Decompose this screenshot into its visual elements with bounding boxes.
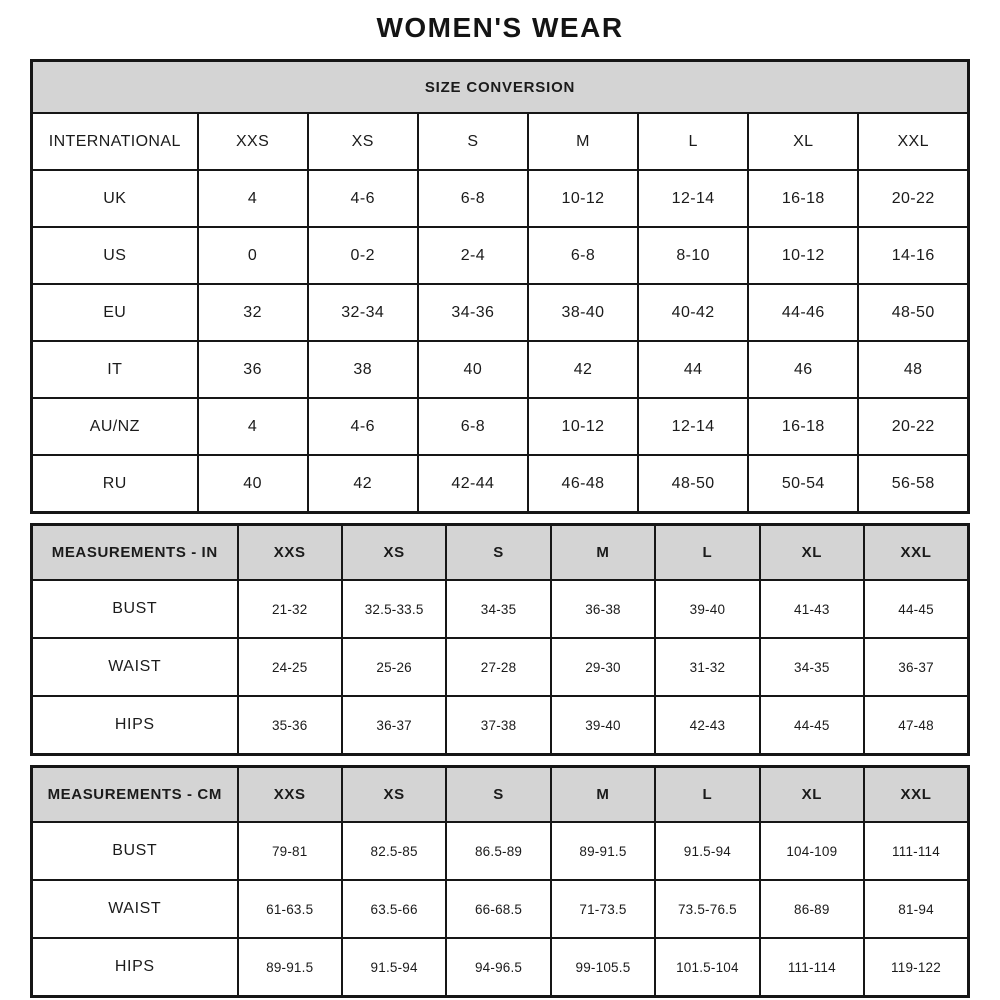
value-cell: 41-43	[760, 580, 864, 638]
value-cell: 24-25	[238, 638, 342, 696]
row-label: HIPS	[32, 938, 238, 997]
table-row	[32, 170, 969, 227]
value-cell: 39-40	[655, 580, 759, 638]
table-row	[32, 822, 969, 880]
value-cell: 73.5-76.5	[655, 880, 759, 938]
value-cell: 4	[198, 170, 308, 227]
value-cell: 48-50	[858, 284, 968, 341]
value-cell: 56-58	[858, 455, 968, 513]
value-cell: 16-18	[748, 398, 858, 455]
value-cell: 46	[748, 341, 858, 398]
value-cell: 40	[198, 455, 308, 513]
table-row	[32, 455, 969, 513]
value-cell: 63.5-66	[342, 880, 446, 938]
value-cell: 10-12	[528, 170, 638, 227]
table-row	[32, 341, 969, 398]
value-cell: 2-4	[418, 227, 528, 284]
value-cell: 91.5-94	[342, 938, 446, 997]
row-label: BUST	[32, 822, 238, 880]
value-cell: 89-91.5	[551, 822, 655, 880]
value-cell: 86.5-89	[446, 822, 550, 880]
value-cell: 4	[198, 398, 308, 455]
column-header: XL	[760, 767, 864, 823]
value-cell: 79-81	[238, 822, 342, 880]
value-cell: 6-8	[528, 227, 638, 284]
table-header-row	[32, 767, 969, 823]
value-cell: 119-122	[864, 938, 968, 997]
column-header: XS	[342, 525, 446, 581]
value-cell: 0-2	[308, 227, 418, 284]
column-header: M	[551, 767, 655, 823]
row-label: BUST	[32, 580, 238, 638]
value-cell: 36-37	[864, 638, 968, 696]
column-header: S	[446, 525, 550, 581]
value-cell: 34-35	[446, 580, 550, 638]
table-row	[32, 580, 969, 638]
column-header: XXS	[198, 113, 308, 170]
value-cell: 10-12	[748, 227, 858, 284]
value-cell: 50-54	[748, 455, 858, 513]
value-cell: 4-6	[308, 398, 418, 455]
value-cell: 40	[418, 341, 528, 398]
value-cell: 36-37	[342, 696, 446, 755]
value-cell: 32-34	[308, 284, 418, 341]
table-row	[32, 880, 969, 938]
value-cell: 21-32	[238, 580, 342, 638]
column-header: S	[418, 113, 528, 170]
table-caption: SIZE CONVERSION	[32, 61, 969, 114]
table-row	[32, 284, 969, 341]
row-label: UK	[32, 170, 198, 227]
table-row	[32, 696, 969, 755]
column-header: S	[446, 767, 550, 823]
value-cell: 48	[858, 341, 968, 398]
value-cell: 42-43	[655, 696, 759, 755]
value-cell: 42	[528, 341, 638, 398]
measurements-in-table	[30, 523, 970, 756]
row-label: IT	[32, 341, 198, 398]
value-cell: 48-50	[638, 455, 748, 513]
value-cell: 32	[198, 284, 308, 341]
value-cell: 44-45	[864, 580, 968, 638]
row-label: US	[32, 227, 198, 284]
value-cell: 20-22	[858, 398, 968, 455]
value-cell: 89-91.5	[238, 938, 342, 997]
value-cell: 44-46	[748, 284, 858, 341]
row-label: AU/NZ	[32, 398, 198, 455]
value-cell: 99-105.5	[551, 938, 655, 997]
value-cell: 36	[198, 341, 308, 398]
column-header: L	[655, 525, 759, 581]
value-cell: 16-18	[748, 170, 858, 227]
value-cell: 10-12	[528, 398, 638, 455]
table-row	[32, 398, 969, 455]
value-cell: 66-68.5	[446, 880, 550, 938]
table-row	[32, 638, 969, 696]
column-header: L	[638, 113, 748, 170]
value-cell: 44-45	[760, 696, 864, 755]
value-cell: 25-26	[342, 638, 446, 696]
value-cell: 31-32	[655, 638, 759, 696]
value-cell: 71-73.5	[551, 880, 655, 938]
value-cell: 20-22	[858, 170, 968, 227]
column-header: XS	[342, 767, 446, 823]
row-label: EU	[32, 284, 198, 341]
value-cell: 4-6	[308, 170, 418, 227]
column-header: L	[655, 767, 759, 823]
row-label: RU	[32, 455, 198, 513]
value-cell: 8-10	[638, 227, 748, 284]
value-cell: 32.5-33.5	[342, 580, 446, 638]
value-cell: 12-14	[638, 398, 748, 455]
value-cell: 38	[308, 341, 418, 398]
value-cell: 104-109	[760, 822, 864, 880]
value-cell: 14-16	[858, 227, 968, 284]
size-conversion-table	[30, 59, 970, 514]
value-cell: 34-36	[418, 284, 528, 341]
table-caption: MEASUREMENTS - IN	[32, 525, 238, 581]
value-cell: 29-30	[551, 638, 655, 696]
measurements-cm-table	[30, 765, 970, 998]
page-title: WOMEN'S WEAR	[376, 12, 624, 43]
column-header: XL	[760, 525, 864, 581]
table-caption-row	[32, 61, 969, 114]
value-cell: 86-89	[760, 880, 864, 938]
value-cell: 36-38	[551, 580, 655, 638]
value-cell: 27-28	[446, 638, 550, 696]
value-cell: 39-40	[551, 696, 655, 755]
value-cell: 6-8	[418, 170, 528, 227]
value-cell: 47-48	[864, 696, 968, 755]
value-cell: 46-48	[528, 455, 638, 513]
table-caption: MEASUREMENTS - CM	[32, 767, 238, 823]
column-header: XXL	[864, 525, 968, 581]
value-cell: 81-94	[864, 880, 968, 938]
value-cell: 38-40	[528, 284, 638, 341]
row-label: HIPS	[32, 696, 238, 755]
column-header: XXS	[238, 767, 342, 823]
table-row	[32, 227, 969, 284]
value-cell: 61-63.5	[238, 880, 342, 938]
value-cell: 91.5-94	[655, 822, 759, 880]
value-cell: 35-36	[238, 696, 342, 755]
row-label: WAIST	[32, 638, 238, 696]
row-label: WAIST	[32, 880, 238, 938]
column-header: XXS	[238, 525, 342, 581]
table-row	[32, 938, 969, 997]
column-header: XXL	[858, 113, 968, 170]
value-cell: 37-38	[446, 696, 550, 755]
value-cell: 40-42	[638, 284, 748, 341]
value-cell: 42	[308, 455, 418, 513]
value-cell: 0	[198, 227, 308, 284]
column-header: XXL	[864, 767, 968, 823]
table-header-row	[32, 113, 969, 170]
column-header: XS	[308, 113, 418, 170]
value-cell: 111-114	[864, 822, 968, 880]
value-cell: 111-114	[760, 938, 864, 997]
value-cell: 6-8	[418, 398, 528, 455]
value-cell: 12-14	[638, 170, 748, 227]
value-cell: 44	[638, 341, 748, 398]
value-cell: 34-35	[760, 638, 864, 696]
column-header: M	[551, 525, 655, 581]
table-header-row	[32, 525, 969, 581]
value-cell: 94-96.5	[446, 938, 550, 997]
row-label: INTERNATIONAL	[32, 113, 198, 170]
value-cell: 101.5-104	[655, 938, 759, 997]
value-cell: 42-44	[418, 455, 528, 513]
column-header: XL	[748, 113, 858, 170]
column-header: M	[528, 113, 638, 170]
value-cell: 82.5-85	[342, 822, 446, 880]
